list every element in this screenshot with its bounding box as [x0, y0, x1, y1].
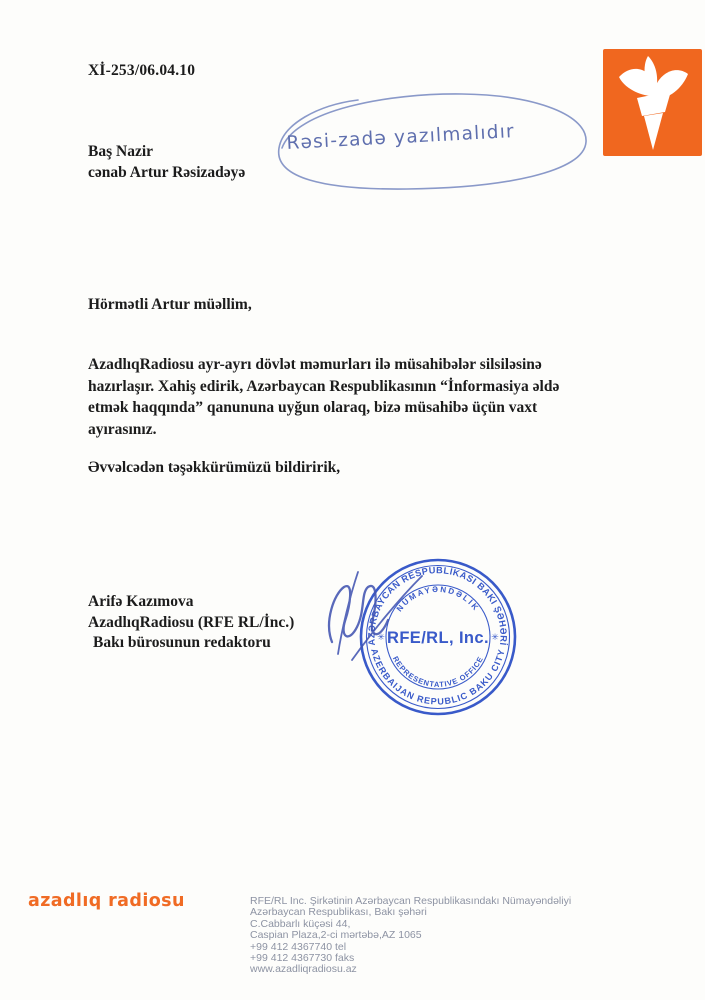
footer-address-line: RFE/RL Inc. Şirkətinin Azərbaycan Respublikasındakı Nümayəndəliyi: [250, 895, 572, 907]
stamp-center-text: RFE/RL, Inc.: [387, 629, 489, 647]
footer-address-line: Caspian Plaza,2-ci mərtəbə,AZ 1065: [250, 929, 422, 942]
footer-address-line: Azərbaycan Respublikası, Bakı şəhəri: [250, 906, 427, 919]
footer-phone-line: +99 412 4367740 tel: [250, 940, 347, 953]
footer-address-block: [250, 896, 571, 976]
handwritten-note: Rəsi-zadə yazılmalıdır: [286, 121, 516, 154]
stamp-star-left-icon: ✳: [377, 632, 385, 642]
body-paragraph: [88, 354, 559, 440]
footer-fax-line: +99 412 4367730 faks: [250, 952, 355, 965]
body-line: etmək haqqında” qanununa uyğun olaraq, bizə müsahibə üçün vaxt: [88, 399, 538, 416]
signer-organization: AzadlıqRadiosu (RFE RL/İnc.): [88, 613, 295, 631]
footer-brand-logo: azadlıq radiosu: [28, 891, 185, 911]
body-line: ayırasınız.: [88, 420, 157, 438]
closing-line: Əvvəlcədən təşəkkürümüzü bildiririk,: [88, 459, 341, 476]
footer-website-line: www.azadliqradiosu.az: [250, 963, 357, 976]
signature-block: [88, 592, 294, 654]
footer-address-line: C.Cabbarlı küçəsi 44,: [250, 917, 351, 930]
torch-icon: [603, 49, 702, 156]
stamp-arc-bottom-text: REPRESENTATIVE OFFICE: [390, 654, 486, 689]
signer-title: Bakı bürosunun redaktoru: [93, 634, 271, 651]
stamp-arc-top-text: NÜMAYƏNDƏLİK: [394, 584, 482, 614]
stamp-star-right-icon: ✳: [491, 632, 499, 642]
handwritten-signature: [316, 556, 428, 671]
salutation: Hörmətli Artur müəllim,: [88, 296, 252, 313]
body-line: hazırlaşır. Xahiş edirik, Azərbaycan Respublikasının “İnformasiya əldə: [88, 377, 560, 395]
reference-number: Xİ-253/06.04.10: [88, 62, 196, 79]
addressee-line: cənab Artur Rəsizadəyə: [88, 163, 246, 181]
stamp-ring-bottom-text: AZERBAIJAN REPUBLIC BAKU CITY: [369, 647, 507, 707]
addressee-block: [88, 142, 245, 183]
body-line: AzadlıqRadiosu ayr-ayrı dövlət məmurları ilə müsahibələr silsiləsinə: [88, 356, 542, 373]
rferl-logo: [603, 49, 702, 156]
stamp-ring-top-text: AZƏRBAYCAN RESPUBLİKASI BAKI ŞƏHƏRİ: [366, 565, 509, 647]
addressee-line: Baş Nazir: [88, 143, 154, 160]
signer-name: Arifə Kazımova: [88, 593, 194, 610]
